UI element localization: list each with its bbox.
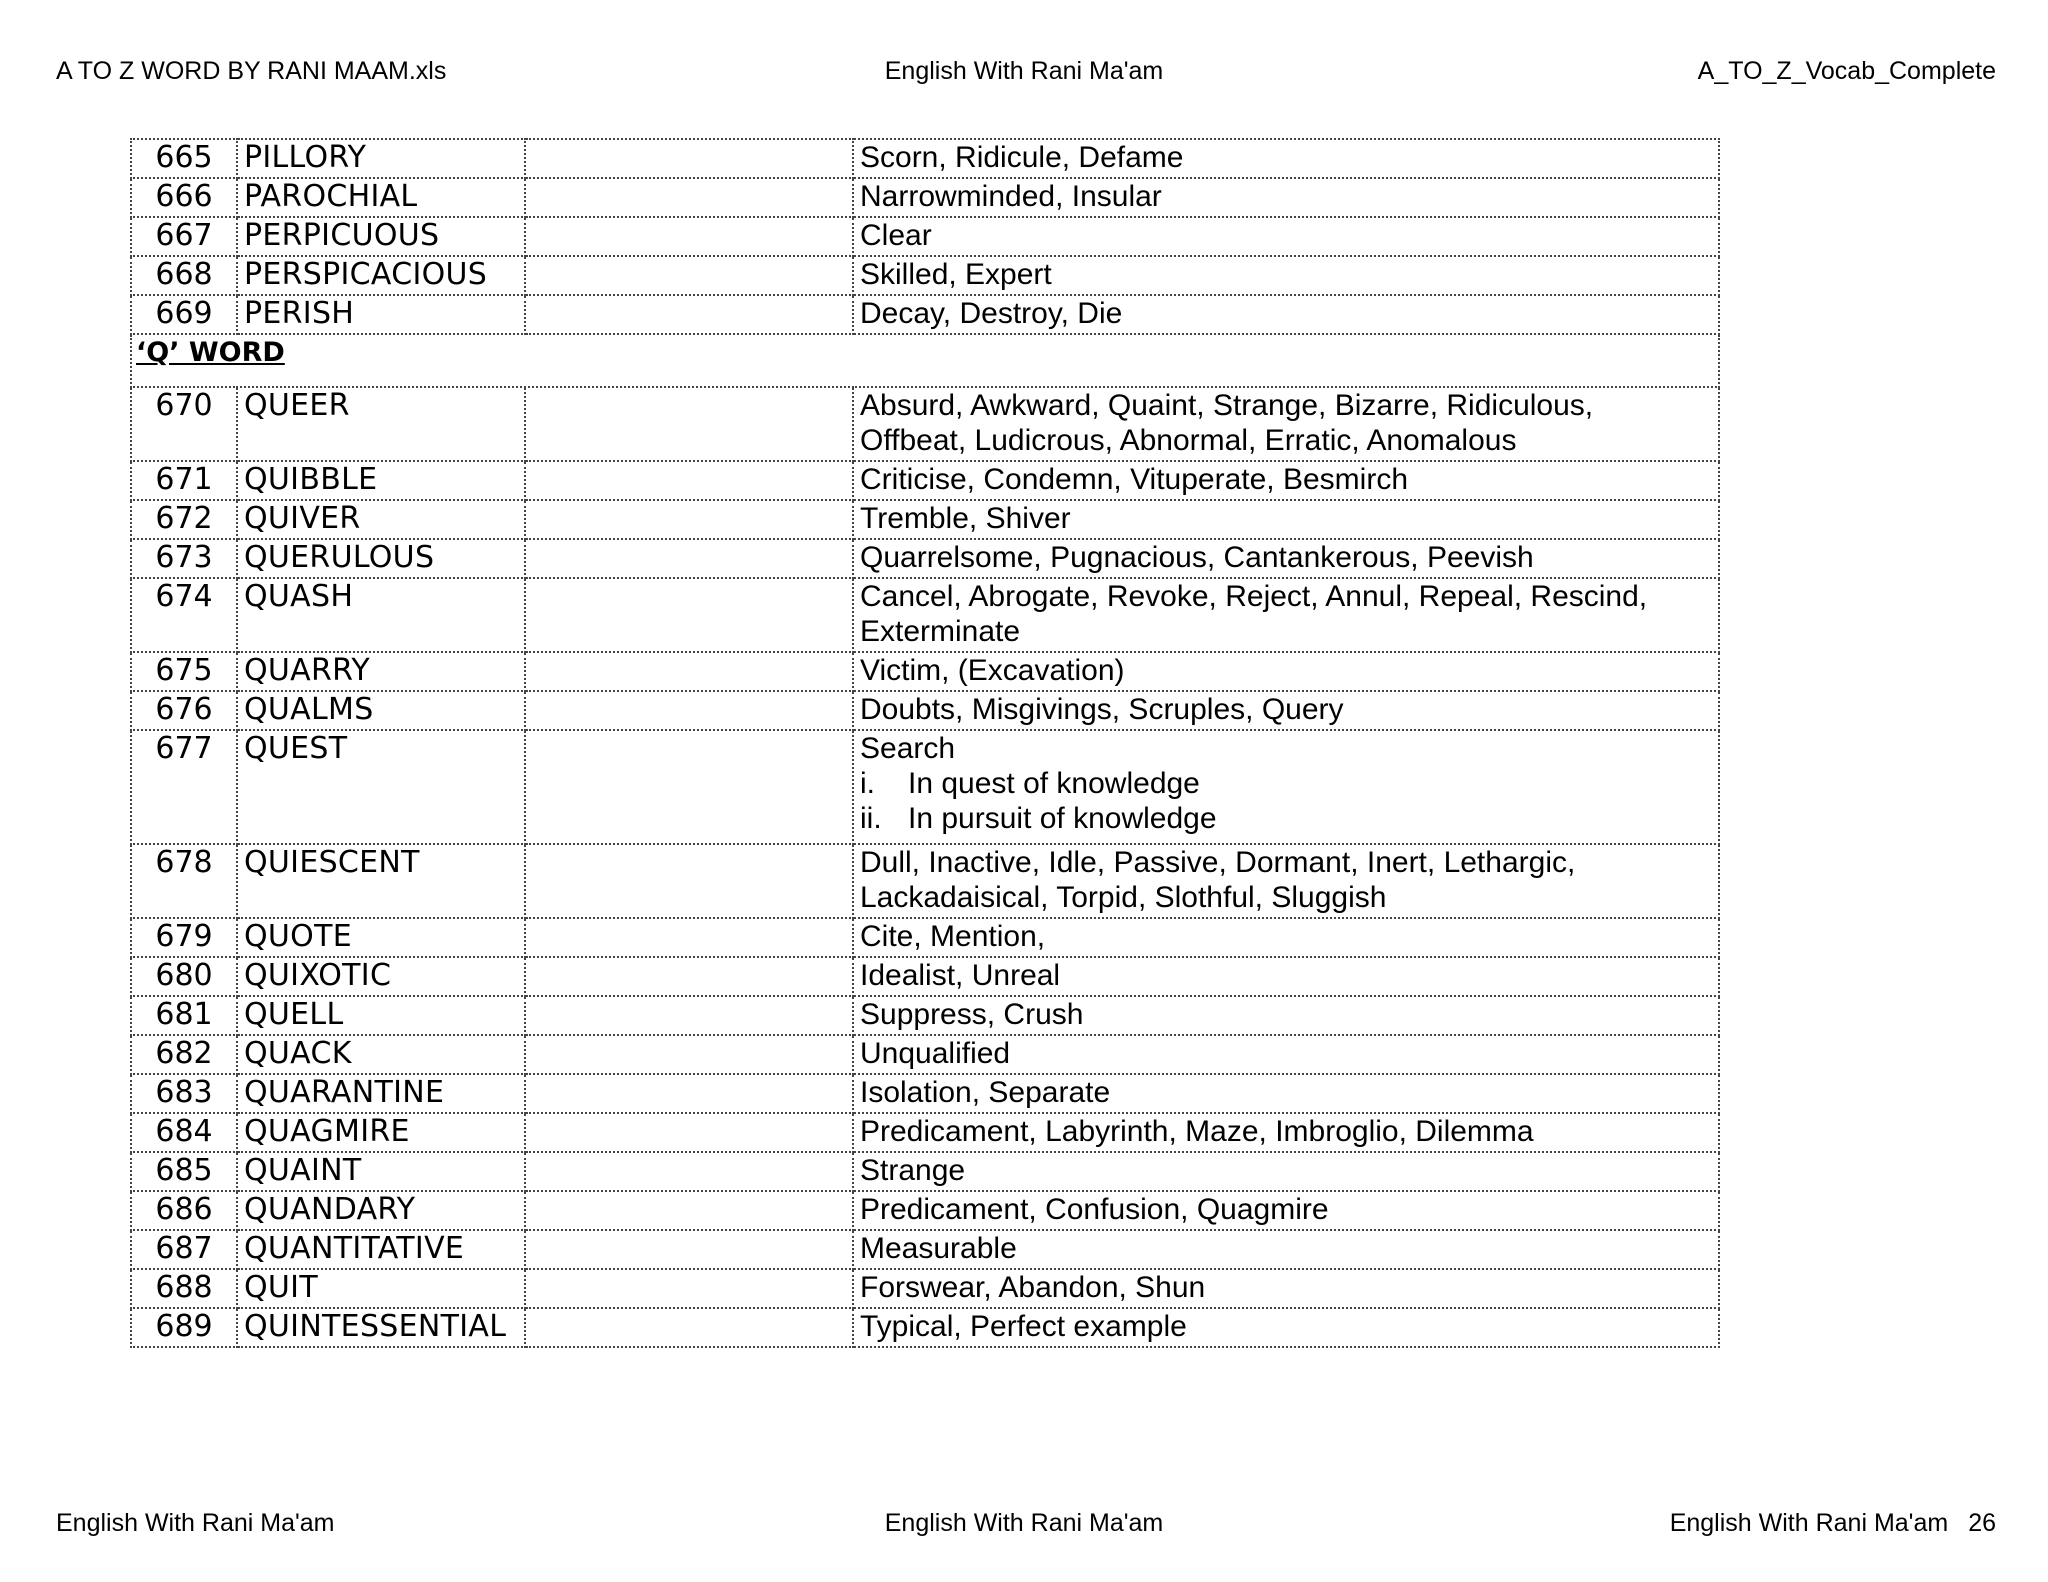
footer-right-text: English With Rani Ma'am <box>1669 1509 1949 1537</box>
word-meaning <box>853 578 1719 652</box>
example-text: In pursuit of knowledge <box>908 802 1217 835</box>
empty-cell <box>525 1152 853 1191</box>
vocab-word: QUOTE <box>237 918 525 957</box>
vocab-word: QUARANTINE <box>237 1074 525 1113</box>
page-number: 26 <box>1968 1509 1996 1537</box>
word-meaning: Strange <box>853 1152 1719 1191</box>
example-line <box>860 801 1712 836</box>
word-meaning: Cite, Mention, <box>853 918 1719 957</box>
meaning-line: Absurd, Awkward, Quaint, Strange, Bizarre, Ridiculous, <box>860 389 1594 422</box>
word-number: 686 <box>131 1191 237 1230</box>
vocab-word: PILLORY <box>237 139 525 178</box>
empty-cell <box>525 539 853 578</box>
table-row <box>131 652 1719 691</box>
empty-cell <box>525 918 853 957</box>
word-number: 669 <box>131 295 237 334</box>
vocab-word: PERSPICACIOUS <box>237 256 525 295</box>
section-title: ‘Q’ WORD <box>131 334 1719 387</box>
word-number: 677 <box>131 730 237 844</box>
vocab-word: PERISH <box>237 295 525 334</box>
vocab-word: PERPICUOUS <box>237 217 525 256</box>
vocab-word: QUIBBLE <box>237 461 525 500</box>
vocabulary-table <box>130 138 1720 1348</box>
vocab-word: QUIESCENT <box>237 844 525 918</box>
empty-cell <box>525 178 853 217</box>
vocab-word: QUARRY <box>237 652 525 691</box>
empty-cell <box>525 1191 853 1230</box>
word-meaning: Quarrelsome, Pugnacious, Cantankerous, Peevish <box>853 539 1719 578</box>
vocab-word: QUEST <box>237 730 525 844</box>
word-meaning: Isolation, Separate <box>853 1074 1719 1113</box>
table-row <box>131 500 1719 539</box>
table-row <box>131 1191 1719 1230</box>
empty-cell <box>525 996 853 1035</box>
table-row <box>131 1152 1719 1191</box>
empty-cell <box>525 844 853 918</box>
example-line <box>860 766 1712 801</box>
table-row <box>131 139 1719 178</box>
table-row <box>131 387 1719 461</box>
meaning-line: Lackadaisical, Torpid, Slothful, Sluggish <box>860 881 1387 914</box>
vocab-word: QUINTESSENTIAL <box>237 1308 525 1347</box>
empty-cell <box>525 957 853 996</box>
table-row <box>131 957 1719 996</box>
word-number: 681 <box>131 996 237 1035</box>
table-row <box>131 1308 1719 1347</box>
meaning-line: Cancel, Abrogate, Revoke, Reject, Annul, Repeal, Rescind, <box>860 580 1648 613</box>
word-meaning: Forswear, Abandon, Shun <box>853 1269 1719 1308</box>
empty-cell <box>525 500 853 539</box>
meaning-line: Exterminate <box>860 615 1021 648</box>
table-row <box>131 1074 1719 1113</box>
word-number: 689 <box>131 1308 237 1347</box>
vocab-word: QUAGMIRE <box>237 1113 525 1152</box>
word-number: 687 <box>131 1230 237 1269</box>
vocab-word: QUIVER <box>237 500 525 539</box>
word-meaning <box>853 844 1719 918</box>
vocab-word: QUACK <box>237 1035 525 1074</box>
word-number: 671 <box>131 461 237 500</box>
table-row <box>131 178 1719 217</box>
table-row <box>131 1230 1719 1269</box>
word-number: 683 <box>131 1074 237 1113</box>
word-meaning: Narrowminded, Insular <box>853 178 1719 217</box>
word-number: 680 <box>131 957 237 996</box>
vocab-word: QUEER <box>237 387 525 461</box>
table-row <box>131 844 1719 918</box>
table-row <box>131 918 1719 957</box>
word-meaning: Doubts, Misgivings, Scruples, Query <box>853 691 1719 730</box>
table-row <box>131 461 1719 500</box>
vocab-word: PAROCHIAL <box>237 178 525 217</box>
table-row <box>131 217 1719 256</box>
word-number: 675 <box>131 652 237 691</box>
table-row <box>131 1035 1719 1074</box>
word-number: 666 <box>131 178 237 217</box>
table-row <box>131 1269 1719 1308</box>
meaning-line: Dull, Inactive, Idle, Passive, Dormant, Inert, Lethargic, <box>860 846 1576 879</box>
empty-cell <box>525 256 853 295</box>
word-meaning: Idealist, Unreal <box>853 957 1719 996</box>
meaning-line: Offbeat, Ludicrous, Abnormal, Erratic, Anomalous <box>860 424 1517 457</box>
word-number: 665 <box>131 139 237 178</box>
empty-cell <box>525 730 853 844</box>
meaning-line: Search <box>860 732 956 765</box>
section-header-row <box>131 334 1719 387</box>
table-row <box>131 539 1719 578</box>
empty-cell <box>525 295 853 334</box>
example-text: In quest of knowledge <box>908 767 1200 800</box>
word-number: 684 <box>131 1113 237 1152</box>
empty-cell <box>525 652 853 691</box>
word-number: 667 <box>131 217 237 256</box>
empty-cell <box>525 578 853 652</box>
word-meaning: Measurable <box>853 1230 1719 1269</box>
word-meaning: Clear <box>853 217 1719 256</box>
empty-cell <box>525 139 853 178</box>
header-title: English With Rani Ma'am <box>884 57 1164 85</box>
table-row <box>131 1113 1719 1152</box>
word-number: 688 <box>131 1269 237 1308</box>
table-row <box>131 578 1719 652</box>
vocab-word: QUANTITATIVE <box>237 1230 525 1269</box>
footer-right <box>1670 1508 1996 1538</box>
vocab-word: QUIXOTIC <box>237 957 525 996</box>
empty-cell <box>525 691 853 730</box>
word-meaning: Typical, Perfect example <box>853 1308 1719 1347</box>
empty-cell <box>525 387 853 461</box>
word-meaning: Skilled, Expert <box>853 256 1719 295</box>
word-meaning: Victim, (Excavation) <box>853 652 1719 691</box>
table-row <box>131 295 1719 334</box>
word-number: 672 <box>131 500 237 539</box>
header-document-name: A_TO_Z_Vocab_Complete <box>1697 57 1996 85</box>
word-meaning: Decay, Destroy, Die <box>853 295 1719 334</box>
word-meaning: Predicament, Labyrinth, Maze, Imbroglio, Dilemma <box>853 1113 1719 1152</box>
word-meaning: Tremble, Shiver <box>853 500 1719 539</box>
table-row <box>131 256 1719 295</box>
vocab-word: QUIT <box>237 1269 525 1308</box>
empty-cell <box>525 1113 853 1152</box>
vocab-word: QUANDARY <box>237 1191 525 1230</box>
vocab-word: QUAINT <box>237 1152 525 1191</box>
word-number: 685 <box>131 1152 237 1191</box>
empty-cell <box>525 1308 853 1347</box>
empty-cell <box>525 461 853 500</box>
word-meaning: Criticise, Condemn, Vituperate, Besmirch <box>853 461 1719 500</box>
word-number: 668 <box>131 256 237 295</box>
word-number: 674 <box>131 578 237 652</box>
footer-left-text: English With Rani Ma'am <box>56 1509 335 1537</box>
header-filename: A TO Z WORD BY RANI MAAM.xls <box>56 57 447 85</box>
vocab-word: QUERULOUS <box>237 539 525 578</box>
word-number: 678 <box>131 844 237 918</box>
word-meaning: Predicament, Confusion, Quagmire <box>853 1191 1719 1230</box>
empty-cell <box>525 1269 853 1308</box>
word-meaning <box>853 730 1719 844</box>
empty-cell <box>525 1230 853 1269</box>
word-number: 682 <box>131 1035 237 1074</box>
list-marker: ii. <box>860 802 882 835</box>
table-row <box>131 996 1719 1035</box>
word-number: 673 <box>131 539 237 578</box>
word-number: 679 <box>131 918 237 957</box>
empty-cell <box>525 1035 853 1074</box>
vocab-word: QUALMS <box>237 691 525 730</box>
vocab-word: QUELL <box>237 996 525 1035</box>
table-row <box>131 730 1719 844</box>
word-number: 676 <box>131 691 237 730</box>
table-row <box>131 691 1719 730</box>
word-number: 670 <box>131 387 237 461</box>
empty-cell <box>525 1074 853 1113</box>
list-marker: i. <box>860 767 875 800</box>
footer-center-text: English With Rani Ma'am <box>884 1509 1164 1537</box>
word-meaning: Scorn, Ridicule, Defame <box>853 139 1719 178</box>
word-meaning <box>853 387 1719 461</box>
word-meaning: Unqualified <box>853 1035 1719 1074</box>
word-meaning: Suppress, Crush <box>853 996 1719 1035</box>
vocab-word: QUASH <box>237 578 525 652</box>
empty-cell <box>525 217 853 256</box>
